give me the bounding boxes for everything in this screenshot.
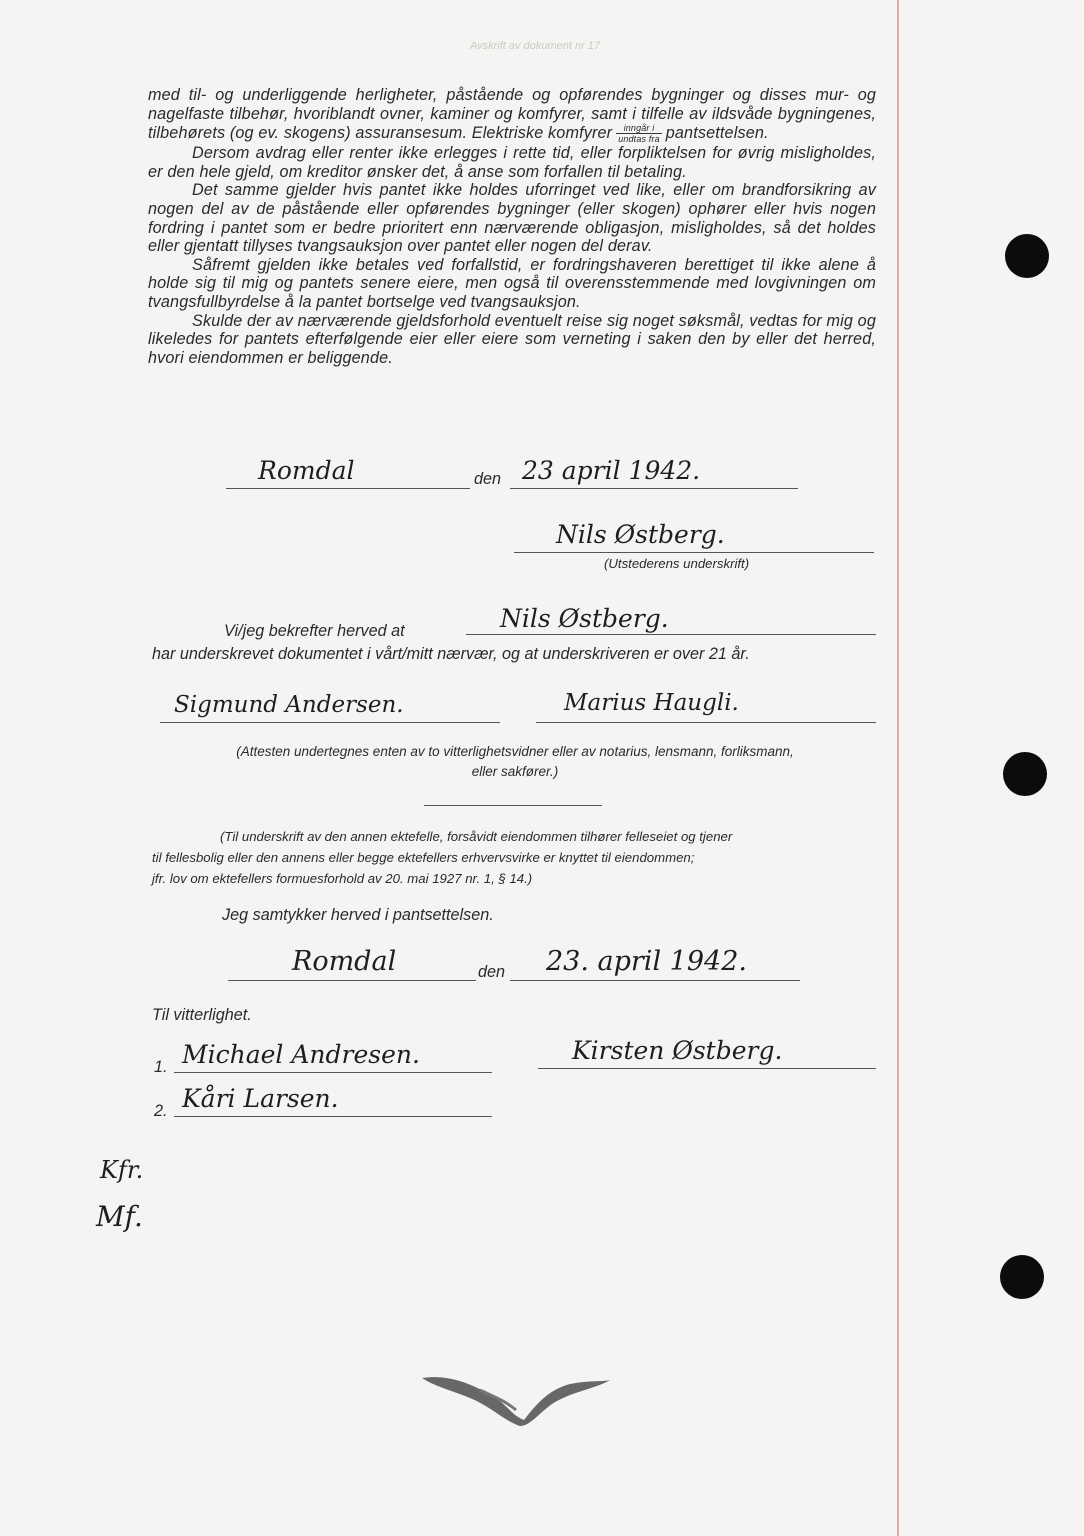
margin-note-1: Kfr. <box>100 1156 144 1184</box>
spouse-witness-1-signature: Michael Andresen. <box>182 1040 420 1069</box>
attest-note <box>150 742 880 782</box>
den-label-2: den <box>478 963 506 981</box>
ink-smudge <box>420 1370 620 1430</box>
issuer-signature: Nils Østberg. <box>556 520 725 549</box>
witness-number-2: 2. <box>154 1102 168 1120</box>
margin-line <box>897 0 899 1536</box>
witness-statement-lead: Vi/jeg bekrefter herved at <box>224 622 405 640</box>
paragraph-2: Dersom avdrag eller renter ikke erlegges i rette tid, eller forpliktelsen for øvrig misligholdes, er den hele gjeld, om kreditor ønsker det, å anse som forfallen til betaling. <box>148 144 876 181</box>
fraction-numerator: inngår i <box>616 123 662 134</box>
date-line-1 <box>510 488 798 489</box>
witness-line-right <box>536 722 876 723</box>
paragraph-3: Det samme gjelder hvis pantet ikke holdes uforringet ved like, eller om brandforsikring av nogen del av de påstående eller opførendes bygninger (eller skogen) ophører eller hvis nogen fordring i pantet som er bedre prioritert enn nærværende obligasjon, misligholdes, så det holdes eller gjentatt tillyses tvangsauksjon over pantet eller nogen del derav. <box>148 181 876 256</box>
spouse-witness-2-line <box>174 1116 492 1117</box>
bleed-through-header: Avskrift av dokument nr 17 <box>470 40 601 52</box>
witness-number-1: 1. <box>154 1058 168 1076</box>
inclusion-fraction <box>616 123 662 144</box>
margin-note-2: Mf. <box>96 1200 143 1233</box>
witnessed-name-handwritten: Nils Østberg. <box>500 604 669 633</box>
date-handwritten-2: 23. april 1942. <box>546 946 747 977</box>
paragraph-1 <box>148 86 876 144</box>
place-handwritten-2: Romdal <box>292 946 397 977</box>
separator-line <box>424 805 602 806</box>
body-text <box>148 86 876 367</box>
vitterlighet-label: Til vitterlighet. <box>152 1006 252 1024</box>
spouse-signature-line <box>538 1068 876 1069</box>
issuer-signature-line <box>514 552 874 553</box>
punch-hole-top <box>1005 234 1049 278</box>
den-label-1: den <box>474 470 502 488</box>
consent-text: Jeg samtykker herved i pantsettelsen. <box>222 906 494 924</box>
witness-line-left <box>160 722 500 723</box>
attest-note-line-1: (Attesten undertegnes enten av to vitterlighetsvidner eller av notarius, lensmann, forliksmann, <box>236 744 794 759</box>
place-line-1 <box>226 488 470 489</box>
witness-statement-body: har underskrevet dokumentet i vårt/mitt nærvær, og at underskriveren er over 21 år. <box>152 645 750 663</box>
fraction-denominator: undtas fra <box>618 134 660 145</box>
place-handwritten-1: Romdal <box>258 456 355 485</box>
spouse-note <box>152 826 876 889</box>
spouse-note-line-3: jfr. lov om ektefellers formuesforhold av 20. mai 1927 nr. 1, § 14.) <box>152 871 533 886</box>
paragraph-5: Skulde der av nærværende gjeldsforhold eventuelt reise sig noget søksmål, vedtas for mig og likeledes for pantets efterfølgende eier eller eiere som verneting i saken den by eller det herred, hvori eiendommen er beliggende. <box>148 311 876 367</box>
paragraph-4: Såfremt gjelden ikke betales ved forfallstid, er fordringshaveren berettiget til ikke alene å holde sig til mig og pantets senere eiere, men også til overensstemmende med lovgivningen om tvangsfullbyrdelse å la pantet bortselge ved tvangsauksjon. <box>148 255 876 311</box>
spouse-witness-2-signature: Kåri Larsen. <box>182 1084 339 1113</box>
witness-signature-right: Marius Haugli. <box>564 690 739 716</box>
paragraph-1-text: med til- og underliggende herligheter, påstående og opførendes bygninger og disses mur- og nagelfaste tilbehør, hvoriblandt ovner, kaminer og komfyrer, samt i tilfelle av ildsvåde bygningenes, tilbehørets (og ev. skogens) assuransesum. Elektriske komfyrer <box>148 86 876 142</box>
punch-hole-bottom <box>1000 1255 1044 1299</box>
spouse-witness-1-line <box>174 1072 492 1073</box>
date-line-2 <box>510 980 800 981</box>
witness-signature-left: Sigmund Andersen. <box>174 692 404 718</box>
place-line-2 <box>228 980 476 981</box>
spouse-signature: Kirsten Østberg. <box>572 1036 783 1065</box>
witnessed-name-line <box>466 634 876 635</box>
punch-hole-middle <box>1003 752 1047 796</box>
spouse-note-line-1: (Til underskrift av den annen ektefelle, forsåvidt eiendommen tilhører felleseiet og tjener <box>220 829 733 844</box>
attest-note-line-2: eller sakfører.) <box>471 764 559 779</box>
paragraph-1-end: pantsettelsen. <box>665 123 769 142</box>
spouse-note-line-2: til fellesbolig eller den annens eller begge ektefellers erhvervsvirke er knyttet til eiendommen; <box>152 850 695 865</box>
date-handwritten-1: 23 april 1942. <box>522 456 701 485</box>
issuer-caption: (Utstederens underskrift) <box>604 556 750 571</box>
